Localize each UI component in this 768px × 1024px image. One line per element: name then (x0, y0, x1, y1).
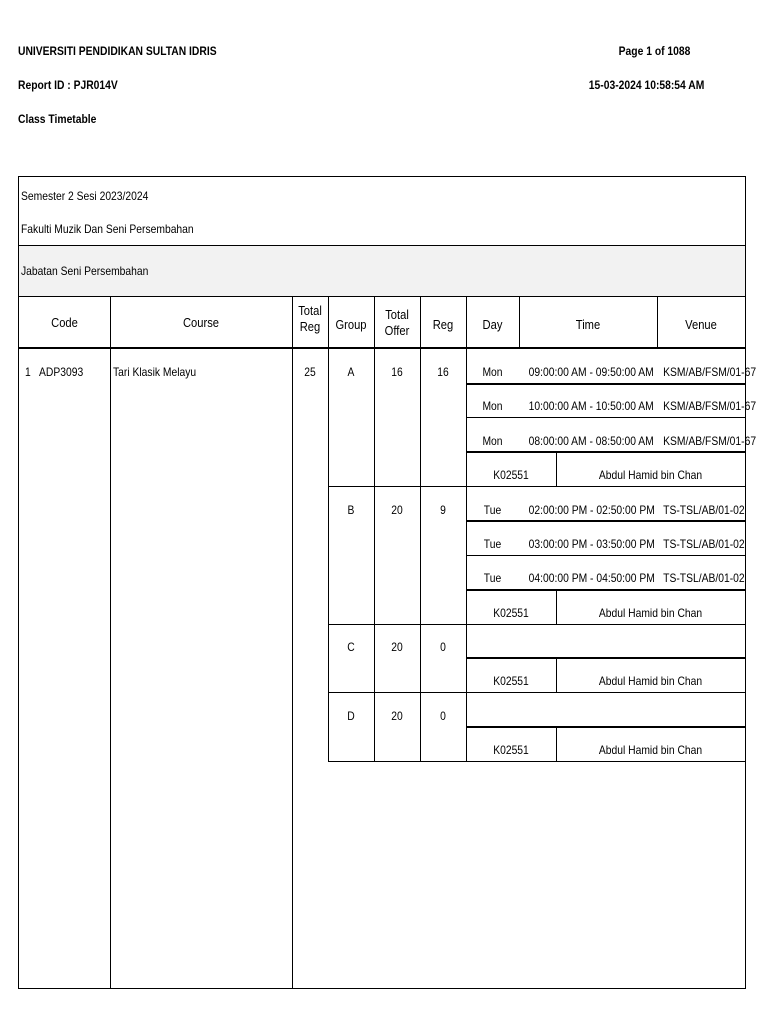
group-b-s2-venue: TS-TSL/AB/01-02 (663, 537, 745, 551)
group-d-lecturer-name: Abdul Hamid bin Chan (598, 743, 703, 757)
group-b-label: B (347, 503, 355, 517)
group-a-s3-venue: KSM/AB/FSM/01-67 (663, 434, 757, 448)
group-a-offer: 16 (391, 365, 403, 379)
course-total-reg: 25 (304, 365, 316, 379)
group-a-s2-venue: KSM/AB/FSM/01-67 (663, 399, 757, 413)
group-b-s3-day: Tue (483, 571, 502, 585)
report-title: Class Timetable (18, 112, 97, 126)
group-b-s1-venue: TS-TSL/AB/01-02 (663, 503, 745, 517)
group-c-label: C (347, 640, 355, 654)
course-code: ADP3093 (39, 365, 84, 379)
group-a-lecturer-name: Abdul Hamid bin Chan (598, 468, 703, 482)
group-a-s2-day: Mon (482, 399, 503, 413)
group-a-s1-day: Mon (482, 365, 503, 379)
group-c-offer: 20 (391, 640, 403, 654)
group-b-s2-day: Tue (483, 537, 502, 551)
faculty-label: Fakulti Muzik Dan Seni Persembahan (21, 222, 194, 236)
col-total-reg-line1: Total (298, 303, 322, 318)
group-b-reg: 9 (440, 503, 446, 517)
group-a-s1-venue: KSM/AB/FSM/01-67 (663, 365, 757, 379)
col-time: Time (575, 317, 601, 332)
group-d-label: D (347, 709, 355, 723)
group-b-lecturer-id: K02551 (493, 606, 529, 620)
group-b-lecturer-name: Abdul Hamid bin Chan (598, 606, 703, 620)
col-total-offer (377, 307, 417, 339)
semester-label: Semester 2 Sesi 2023/2024 (21, 189, 149, 203)
group-a-s2-time: 10:00:00 AM - 10:50:00 AM (528, 399, 654, 413)
group-b-s1-time: 02:00:00 PM - 02:50:00 PM (528, 503, 655, 517)
col-total-offer-line1: Total (385, 307, 409, 322)
group-a-s1-time: 09:00:00 AM - 09:50:00 AM (528, 365, 654, 379)
col-group: Group (335, 317, 367, 332)
col-course: Course (182, 315, 220, 330)
col-day: Day (482, 317, 503, 332)
group-d-reg: 0 (440, 709, 446, 723)
group-b-offer: 20 (391, 503, 403, 517)
page-number: Page 1 of 1088 (618, 44, 690, 58)
group-b-s3-time: 04:00:00 PM - 04:50:00 PM (528, 571, 655, 585)
col-reg: Reg (432, 317, 454, 332)
col-total-reg (295, 303, 326, 335)
course-row-number: 1 (25, 365, 31, 379)
col-code: Code (51, 315, 78, 330)
group-c-lecturer-name: Abdul Hamid bin Chan (598, 674, 703, 688)
col-venue: Venue (685, 317, 717, 332)
group-d-lecturer-id: K02551 (493, 743, 529, 757)
report-datetime: 15-03-2024 10:58:54 AM (588, 78, 704, 92)
group-c-reg: 0 (440, 640, 446, 654)
report-id: Report ID : PJR014V (18, 78, 118, 92)
group-c-lecturer-id: K02551 (493, 674, 529, 688)
group-a-s3-time: 08:00:00 AM - 08:50:00 AM (528, 434, 654, 448)
group-a-reg: 16 (437, 365, 449, 379)
group-a-s3-day: Mon (482, 434, 503, 448)
col-total-reg-line2: Reg (299, 319, 321, 334)
course-name: Tari Klasik Melayu (113, 365, 197, 379)
timetable-frame (18, 176, 757, 989)
header-bottom-rule (19, 347, 745, 349)
university-name: UNIVERSITI PENDIDIKAN SULTAN IDRIS (18, 44, 217, 58)
group-a-label: A (347, 365, 355, 379)
group-b-s3-venue: TS-TSL/AB/01-02 (663, 571, 745, 585)
group-d-offer: 20 (391, 709, 403, 723)
group-b-s1-day: Tue (483, 503, 502, 517)
department-label: Jabatan Seni Persembahan (21, 264, 149, 278)
col-total-offer-line2: Offer (384, 323, 410, 338)
group-b-s2-time: 03:00:00 PM - 03:50:00 PM (528, 537, 655, 551)
header-top-rule (19, 296, 745, 297)
group-a-lecturer-id: K02551 (493, 468, 529, 482)
